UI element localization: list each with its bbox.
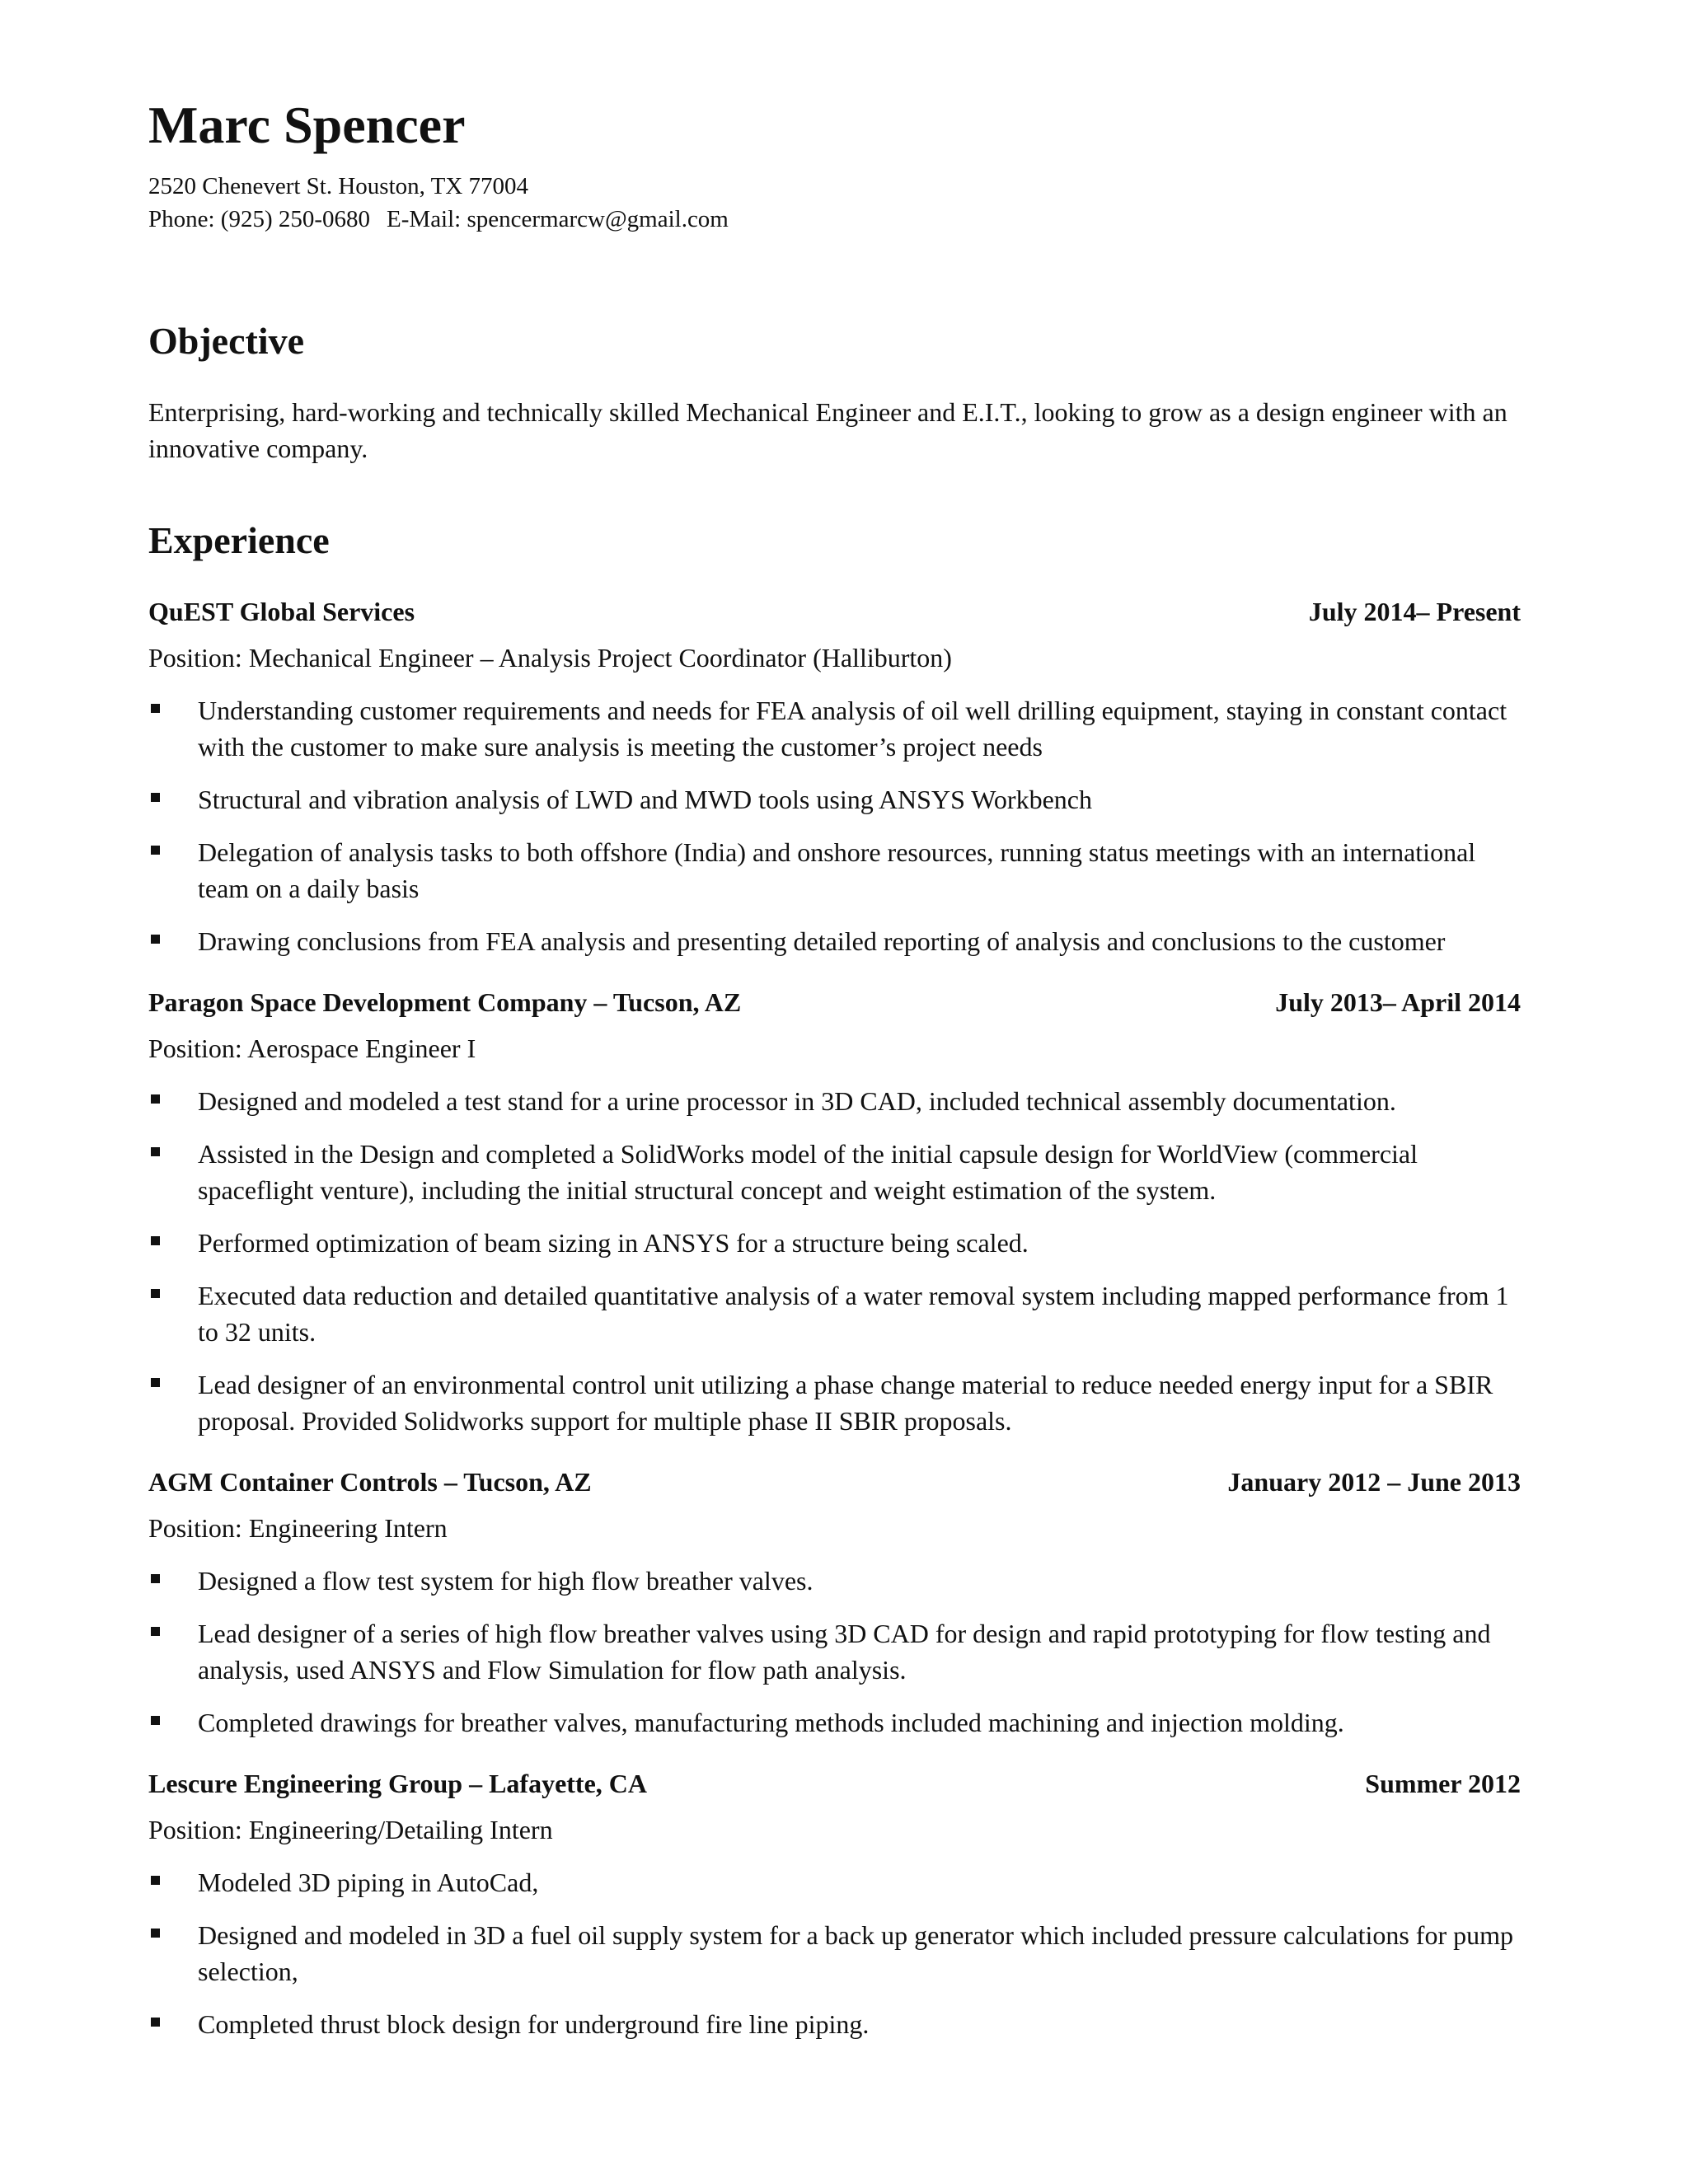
job-company: Paragon Space Development Company – Tucson, AZ [148,987,742,1017]
bullet-item [148,923,1521,959]
bullet-text: Drawing conclusions from FEA analysis and presenting detailed reporting of analysis and conclusions to the customer [198,926,1446,956]
job-header [148,593,1521,630]
square-bullet-icon [151,935,160,944]
job-dates: Summer 2012 [1365,1769,1521,1798]
experience-heading: Experience [148,519,330,561]
job-header [148,984,1521,1020]
bullet-text: Designed and modeled in 3D a fuel oil supply system for a back up generator which included pressure calculations for pump selection, [198,1920,1513,1986]
bullet-item [148,1277,1521,1350]
objective-text: Enterprising, hard-working and technically skilled Mechanical Engineer and E.I.T., looking to grow as a design engineer with an innovative company. [148,397,1507,463]
square-bullet-icon [151,1876,160,1885]
job-bullets [148,1864,1521,2042]
job-company: Lescure Engineering Group – Lafayette, CA [148,1769,647,1798]
bullet-text: Performed optimization of beam sizing in ANSYS for a structure being scaled. [198,1228,1029,1258]
job-dates: July 2013– April 2014 [1275,987,1521,1017]
experience-list [148,593,1521,2042]
square-bullet-icon [151,1094,160,1104]
job-bullets [148,692,1521,959]
job-header [148,1464,1521,1500]
bullet-item [148,781,1521,818]
square-bullet-icon [151,1627,160,1636]
job-position: Position: Aerospace Engineer I [148,1033,476,1063]
bullet-item [148,1704,1521,1741]
objective-heading: Objective [148,320,305,362]
phone-text: Phone: (925) 250-0680 [148,206,371,232]
job-company: AGM Container Controls – Tucson, AZ [148,1467,592,1497]
square-bullet-icon [151,1378,160,1387]
job-entry [148,984,1521,1439]
bullet-item [148,1366,1521,1439]
phone-email-line [148,203,729,236]
bullet-item [148,1136,1521,1208]
bullet-text: Structural and vibration analysis of LWD and MWD tools using ANSYS Workbench [198,785,1092,814]
job-header [148,1765,1521,1802]
bullet-item [148,2006,1521,2042]
email-text: E-Mail: spencermarcw@gmail.com [387,206,729,232]
bullet-text: Completed drawings for breather valves, manufacturing methods included machining and injection molding. [198,1708,1344,1737]
job-position: Position: Engineering/Detailing Intern [148,1815,553,1844]
job-dates: January 2012 – June 2013 [1227,1467,1521,1497]
square-bullet-icon [151,1236,160,1245]
square-bullet-icon [151,1716,160,1725]
bullet-item [148,834,1521,907]
square-bullet-icon [151,2018,160,2027]
job-bullets [148,1083,1521,1439]
bullet-item [148,1615,1521,1688]
bullet-text: Lead designer of an environmental control unit utilizing a phase change material to reduce needed energy input for a SBIR proposal. Provided Solidworks support for multiple phase II SBIR proposals. [198,1370,1493,1436]
square-bullet-icon [151,1929,160,1938]
bullet-text: Executed data reduction and detailed quantitative analysis of a water removal system including mapped performance from 1 to 32 units. [198,1281,1509,1347]
contact-block [148,170,729,236]
bullet-text: Completed thrust block design for underground fire line piping. [198,2009,870,2039]
job-bullets [148,1563,1521,1741]
bullet-text: Delegation of analysis tasks to both offshore (India) and onshore resources, running status meetings with an international team on a daily basis [198,837,1476,903]
bullet-item [148,1563,1521,1599]
bullet-item [148,1917,1521,1990]
bullet-text: Assisted in the Design and completed a SolidWorks model of the initial capsule design for WorldView (commercial spaceflight venture), including the initial structural concept and weight estimation of the system. [198,1139,1418,1205]
bullet-text: Designed a flow test system for high flow breather valves. [198,1566,814,1596]
job-entry [148,1464,1521,1741]
square-bullet-icon [151,704,160,713]
square-bullet-icon [151,1289,160,1298]
bullet-text: Understanding customer requirements and needs for FEA analysis of oil well drilling equipment, staying in constant contact with the customer to make sure analysis is meeting the customer’s project needs [198,696,1507,762]
square-bullet-icon [151,1574,160,1583]
job-company: QuEST Global Services [148,597,415,626]
address-line: 2520 Chenevert St. Houston, TX 77004 [148,173,529,199]
bullet-item [148,1225,1521,1261]
square-bullet-icon [151,1147,160,1156]
job-position: Position: Mechanical Engineer – Analysis Project Coordinator (Halliburton) [148,643,952,673]
bullet-text: Modeled 3D piping in AutoCad, [198,1868,539,1897]
job-entry [148,593,1521,959]
job-entry [148,1765,1521,2042]
candidate-name: Marc Spencer [148,96,466,154]
bullet-text: Designed and modeled a test stand for a urine processor in 3D CAD, included technical assembly documentation. [198,1086,1396,1116]
bullet-text: Lead designer of a series of high flow breather valves using 3D CAD for design and rapid prototyping for flow testing and analysis, used ANSYS and Flow Simulation for flow path analysis. [198,1619,1491,1685]
job-dates: July 2014– Present [1308,597,1521,626]
bullet-item [148,1083,1521,1119]
job-position: Position: Engineering Intern [148,1513,448,1543]
bullet-item [148,692,1521,765]
square-bullet-icon [151,846,160,855]
square-bullet-icon [151,793,160,802]
bullet-item [148,1864,1521,1900]
